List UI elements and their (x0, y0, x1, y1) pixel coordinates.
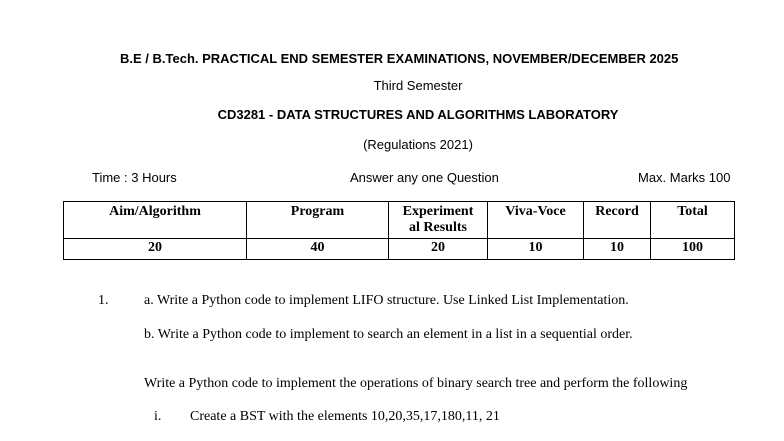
course-title: CD3281 - DATA STRUCTURES AND ALGORITHMS LABORATORY (217, 107, 619, 122)
max-marks: Max. Marks 100 (638, 170, 731, 185)
exam-title: B.E / B.Tech. PRACTICAL END SEMESTER EXAMINATIONS, NOVEMBER/DECEMBER 2025 (120, 51, 679, 66)
marks-record: 10 (584, 239, 651, 260)
exam-duration: Time : 3 Hours (92, 170, 177, 185)
question-bst-item-number: i. (154, 409, 162, 424)
marks-table-row (64, 239, 735, 260)
header-experimental-results-line2: al Results (409, 220, 467, 235)
exam-instruction: Answer any one Question (350, 170, 499, 185)
marks-table-header-row (64, 202, 735, 239)
question-bst-item-text: Create a BST with the elements 10,20,35,17,180,11, 21 (190, 409, 500, 424)
marks-program: 40 (247, 239, 389, 260)
header-program: Program (247, 202, 389, 239)
header-experimental-results (389, 202, 488, 239)
marks-table (63, 201, 735, 260)
marks-aim-algorithm: 20 (64, 239, 247, 260)
question-number: 1. (98, 293, 109, 308)
header-viva-voce: Viva-Voce (488, 202, 584, 239)
question-part-b: b. Write a Python code to implement to search an element in a list in a sequential order. (144, 327, 633, 342)
header-record: Record (584, 202, 651, 239)
marks-total: 100 (651, 239, 735, 260)
regulations: (Regulations 2021) (363, 137, 473, 152)
header-total: Total (651, 202, 735, 239)
header-experimental-results-line1: Experiment (402, 204, 474, 219)
header-aim-algorithm: Aim/Algorithm (64, 202, 247, 239)
marks-experimental-results: 20 (389, 239, 488, 260)
semester: Third Semester (373, 78, 463, 93)
marks-viva-voce: 10 (488, 239, 584, 260)
question-bst-intro: Write a Python code to implement the operations of binary search tree and perform the following (144, 376, 688, 391)
question-part-a: a. Write a Python code to implement LIFO structure. Use Linked List Implementation. (144, 293, 629, 308)
